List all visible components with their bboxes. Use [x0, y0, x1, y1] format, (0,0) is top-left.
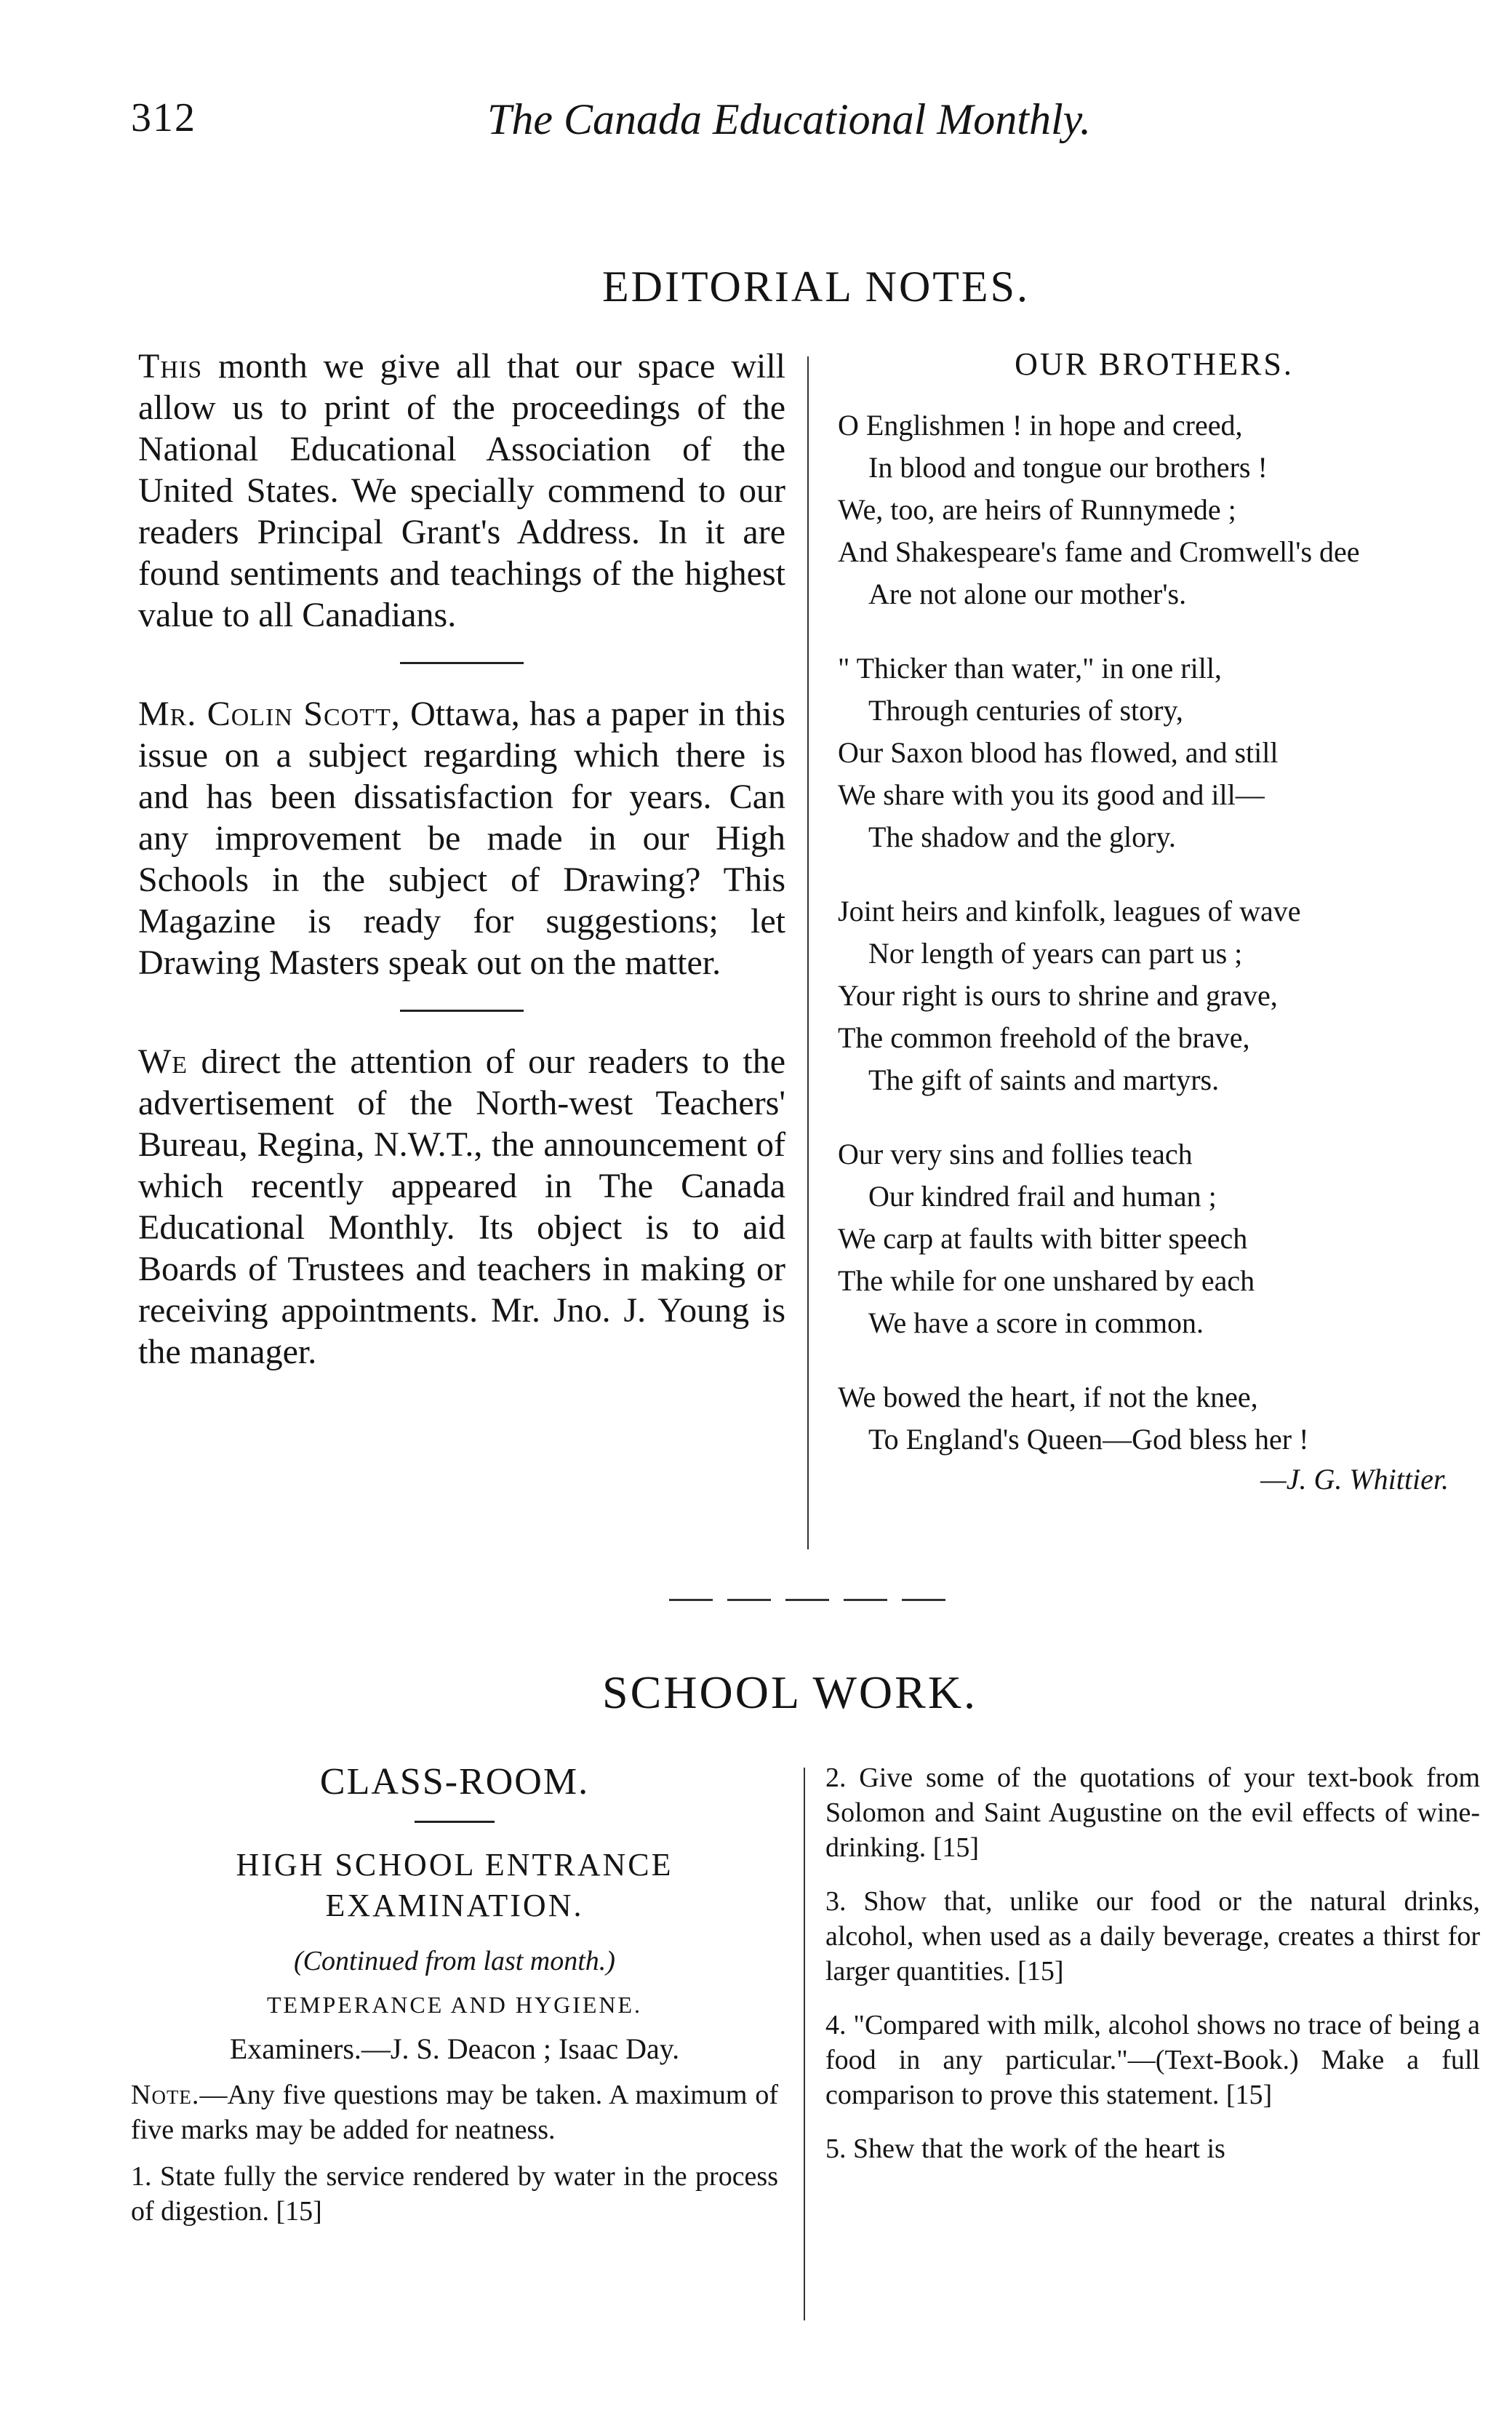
poem-line: Through centuries of story,	[868, 694, 1183, 727]
note-label: Note.	[131, 2080, 200, 2110]
editorial-notes-heading: EDITORIAL NOTES.	[602, 263, 1030, 311]
school-work-heading: SCHOOL WORK.	[602, 1666, 978, 1718]
question-2: 2. Give some of the quotations of your text-book from Solomon and Saint Augustine on the evil effects of wine-drinking. [15]	[825, 1763, 1480, 1863]
divider	[400, 1010, 524, 1012]
question-3: 3. Show that, unlike our food or the natural drinks, alcohol, when used as a daily beverage, creates a thirst for larger quantities. [15]	[825, 1886, 1480, 1987]
poem-line: The while for one unshared by each	[838, 1264, 1255, 1297]
poem-line: Joint heirs and kinfolk, leagues of wave	[838, 895, 1301, 927]
class-room-heading: CLASS-ROOM.	[319, 1761, 590, 1803]
poem-line: We bowed the heart, if not the knee,	[838, 1381, 1258, 1413]
column-rule	[804, 1768, 805, 2320]
journal-title: The Canada Educational Monthly.	[487, 95, 1091, 143]
poem-attribution: —J. G. Whittier.	[1260, 1463, 1449, 1496]
note-text: —Any five questions may be taken. A maximum of five marks may be added for neatness.	[131, 2080, 778, 2145]
question-5: 5. Shew that the work of the heart is	[825, 2133, 1225, 2164]
poem-line: The common freehold of the brave,	[838, 1021, 1250, 1054]
note-body: month we give all that our space will allow us to print of the proceedings of the National Educational Association of the United States. We specially commend to our readers Principal Grant's Address. In it are found sentiments and teachings of the highest value to all Canadians.	[138, 347, 785, 634]
question-1: 1. State fully the service rendered by water in the process of digestion. [15]	[131, 2161, 778, 2227]
poem-line: Our very sins and follies teach	[838, 1138, 1193, 1170]
poem-stanza	[838, 1376, 1471, 1461]
question-4: 4. "Compared with milk, alcohol shows no trace of being a food in any particular."—(Text-Book.) Make a full comparison to prove this statement. [15]	[825, 2010, 1480, 2110]
divider	[400, 662, 524, 664]
poem-stanza	[838, 404, 1471, 615]
column-rule	[807, 356, 809, 1549]
poem-line: To England's Queen—God bless her !	[868, 1423, 1309, 1456]
poem-line: Our Saxon blood has flowed, and still	[838, 736, 1279, 769]
divider	[415, 1821, 495, 1823]
school-work-left-column	[131, 1760, 778, 2240]
note-lead: This	[138, 347, 203, 386]
section-separator	[669, 1599, 945, 1601]
poem-line: We share with you its good and ill—	[838, 778, 1265, 811]
editorial-note-1	[138, 346, 785, 636]
poem-line: Our kindred frail and human ;	[868, 1180, 1217, 1213]
poem-line: Your right is ours to shrine and grave,	[838, 979, 1278, 1012]
poem-line: And Shakespeare's fame and Cromwell's dee	[838, 535, 1360, 568]
poem-line: The gift of saints and martyrs.	[868, 1063, 1220, 1096]
editorial-note-2	[138, 693, 785, 983]
poem-stanza	[838, 1133, 1471, 1344]
examiners-line: Examiners.—J. S. Deacon ; Isaac Day.	[229, 2032, 680, 2065]
editorial-left-column	[138, 346, 785, 1373]
instructions-note	[131, 2077, 778, 2147]
continued-note: (Continued from last month.)	[294, 1946, 615, 1976]
poem-stanza	[838, 890, 1471, 1101]
poem-line: Nor length of years can part us ;	[868, 937, 1243, 970]
note-lead: Mr. Colin Scott,	[138, 695, 401, 733]
poem-line: We have a score in common.	[868, 1306, 1204, 1339]
poem-line: The shadow and the glory.	[868, 821, 1176, 853]
subject-heading: TEMPERANCE AND HYGIENE.	[266, 1992, 643, 2018]
poem-line: " Thicker than water," in one rill,	[838, 652, 1222, 684]
poem-column	[838, 346, 1471, 1496]
exam-title: HIGH SCHOOL ENTRANCE EXAMINATION.	[236, 1847, 673, 1923]
school-work-right-column	[825, 1760, 1480, 2178]
poem-line: In blood and tongue our brothers !	[868, 451, 1268, 484]
page-number: 312	[131, 95, 196, 140]
poem-stanza	[838, 647, 1471, 858]
note-lead: We	[138, 1042, 188, 1081]
poem-line: We carp at faults with bitter speech	[838, 1222, 1248, 1255]
note-body: direct the attention of our readers to the advertisement of the North-west Teachers' Bureau, Regina, N.W.T., the announcement of which recently appeared in The Canada Educational Monthly. Its object is to aid Boards of Trustees and teachers in making or receiving appointments. Mr. Jno. J. Young is the manager.	[138, 1042, 785, 1371]
poem-line: O Englishmen ! in hope and creed,	[838, 409, 1243, 442]
note-body: Ottawa, has a paper in this issue on a subject regarding which there is and has been dissatisfaction for years. Can any improvement be made in our High Schools in the subject of Drawing? This Magazine is ready for suggestions; let Drawing Masters speak out on the matter.	[138, 695, 785, 982]
poem-line: Are not alone our mother's.	[868, 578, 1187, 610]
poem-line: We, too, are heirs of Runnymede ;	[838, 493, 1236, 526]
running-head	[131, 95, 1164, 153]
poem-title: OUR BROTHERS.	[1015, 346, 1294, 382]
editorial-note-3	[138, 1041, 785, 1373]
